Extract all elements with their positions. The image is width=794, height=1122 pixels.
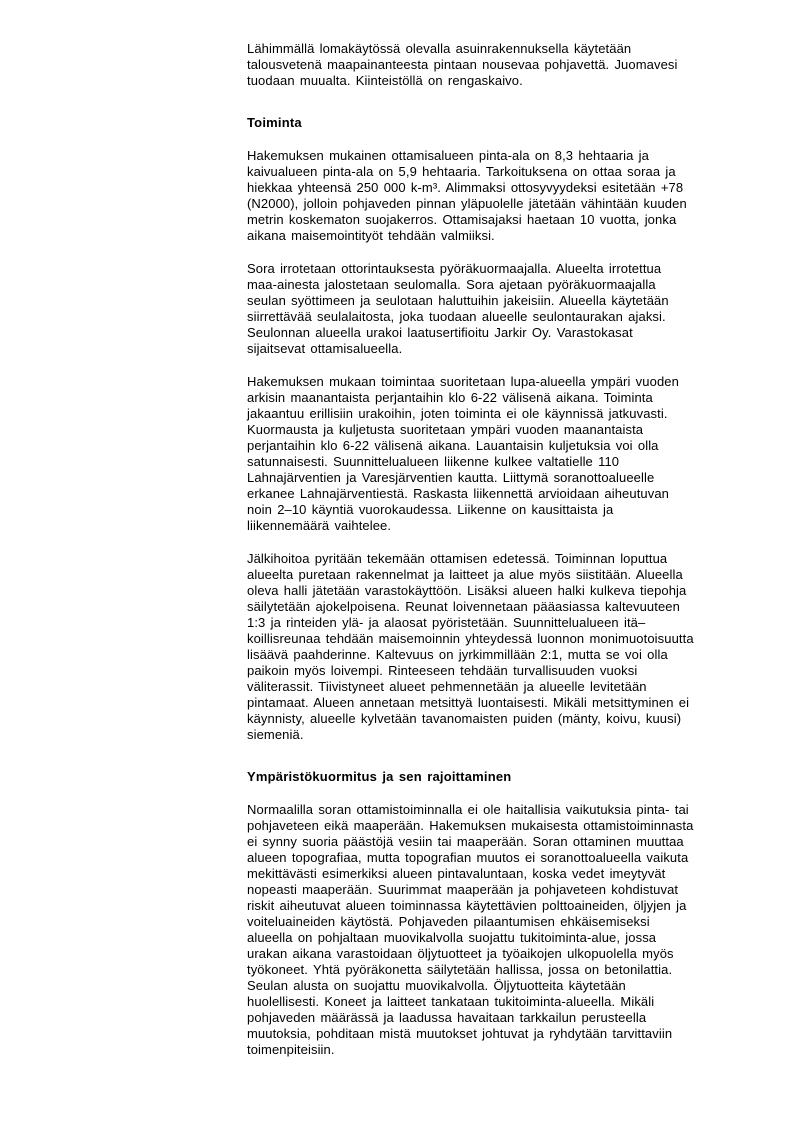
- paragraph: [247, 374, 749, 534]
- text-line: urakan aikana varastoidaan öljytuotteet ja työaikojen ulkopuolella myös: [247, 946, 674, 961]
- section-heading: Toiminta: [247, 115, 302, 130]
- text-line: työkoneet. Yhtä pyöräkonetta säilytetään hallissa, jossa on betonilattia.: [247, 962, 673, 977]
- text-line: lisäävä paahderinne. Kaltevuus on jyrkimmillään 2:1, mutta se voi olla: [247, 647, 668, 662]
- text-line: (N2000), jolloin pohjaveden pinnan yläpuolelle jätetään vähintään kuuden: [247, 196, 687, 211]
- text-line: hiekkaa yhteensä 250 000 k-m³. Alimmaksi ottosyvyydeksi esitetään +78: [247, 180, 684, 195]
- text-line: oleva halli jätetään varastokäyttöön. Lisäksi alueen halki kulkeva tiepohja: [247, 583, 687, 598]
- text-line: metrin koskematon suojakerros. Ottamisajaksi haetaan 10 vuotta, jonka: [247, 212, 677, 227]
- text-line: Lähimmällä lomakäytössä olevalla asuinrakennuksella käytetään: [247, 41, 632, 56]
- paragraph: [247, 41, 749, 89]
- text-line: siirrettävää seulalaitosta, joka tuodaan alueelle seulontaurakan ajaksi.: [247, 309, 666, 324]
- text-line: noin 2–10 käyntiä vuorokaudessa. Liikenne on kausittaista ja: [247, 502, 614, 517]
- paragraph: [247, 261, 749, 357]
- text-line: aikana maisemointityöt tehdään valmiiksi.: [247, 228, 495, 243]
- text-line: Normaalilla soran ottamistoiminnalla ei ole haitallisia vaikutuksia pinta- tai: [247, 802, 689, 817]
- text-line: Seulonnan alueella urakoi laatusertifioitu Jarkir Oy. Varastokasat: [247, 325, 633, 340]
- text-line: tuodaan muualta. Kiinteistöllä on rengaskaivo.: [247, 73, 523, 88]
- paragraph: [247, 551, 749, 743]
- text-line: ei synny suoria päästöjä vesiin tai maaperään. Soran ottaminen muuttaa: [247, 834, 684, 849]
- paragraph: [247, 802, 749, 1058]
- text-line: Sora irrotetaan ottorintauksesta pyöräkuormaajalla. Alueelta irrotettua: [247, 261, 662, 276]
- text-line: siemeniä.: [247, 727, 304, 742]
- text-line: pohjaveteen eikä maaperään. Hakemuksen mukaisesta ottamistoiminnasta: [247, 818, 694, 833]
- text-line: toimenpiteisiin.: [247, 1042, 335, 1057]
- text-line: Hakemuksen mukainen ottamisalueen pinta-ala on 8,3 hehtaaria ja: [247, 148, 649, 163]
- text-line: perjantaihin klo 6-22 välisenä aikana. Lauantaisin kuljetuksia voi olla: [247, 438, 659, 453]
- text-line: mekittävästi esimerkiksi alueen pintavaluntaan, koska vedet imeytyvät: [247, 866, 666, 881]
- text-line: arkisin maanantaista perjantaihin klo 6-22 välisenä aikana. Toiminta: [247, 390, 653, 405]
- text-line: jakaantuu erillisiin urakoihin, joten toiminta ei ole käynnissä jatkuvasti.: [247, 406, 668, 421]
- text-line: huolellisesti. Koneet ja laitteet tankataan tukitoiminta-alueella. Mikäli: [247, 994, 655, 1009]
- text-line: Hakemuksen mukaan toimintaa suoritetaan lupa-alueella ympäri vuoden: [247, 374, 679, 389]
- text-line: Kuormausta ja kuljetusta suoritetaan ympäri vuoden maanantaista: [247, 422, 644, 437]
- text-line: 1:3 ja rinteiden ylä- ja alaosat pyöristetään. Suunnittelualueen itä–: [247, 615, 646, 630]
- text-line: talousvetenä maapainanteesta pintaan nousevaa pohjavettä. Juomavesi: [247, 57, 678, 72]
- text-line: seulan syöttimeen ja seulotaan haluttuihin jakeisiin. Alueella käytetään: [247, 293, 669, 308]
- text-line: sijaitsevat ottamisalueella.: [247, 341, 403, 356]
- text-line: pintamaat. Alueen annetaan metsittyä luontaisesti. Mikäli metsittyminen ei: [247, 695, 690, 710]
- text-line: alueen topografiaa, mutta topografian muutos ei soranottoalueella vaikuta: [247, 850, 689, 865]
- text-line: alueella on pohjaltaan muovikalvolla suojattu tukitoiminta-alue, jossa: [247, 930, 657, 945]
- text-line: koillisreunaa tehdään maisemoinnin yhteydessä luonnon monimuotoisuutta: [247, 631, 694, 646]
- document-text-column: [247, 41, 749, 1075]
- text-line: liikennemäärä vaihtelee.: [247, 518, 392, 533]
- text-line: riskit aiheutuvat alueen toiminnassa käytettävien polttoaineiden, öljyjen ja: [247, 898, 687, 913]
- text-line: voiteluaineiden käytöstä. Pohjaveden pilaantumisen ehkäisemiseksi: [247, 914, 650, 929]
- text-line: käynnisty, alueelle kylvetään tavanomaisten puiden (mänty, koivu, kuusi): [247, 711, 682, 726]
- text-line: Jälkihoitoa pyritään tekemään ottamisen edetessä. Toiminnan loputtua: [247, 551, 668, 566]
- text-line: alueelta puretaan rakennelmat ja laitteet ja alue myös siistitään. Alueella: [247, 567, 683, 582]
- section-heading: Ympäristökuormitus ja sen rajoittaminen: [247, 769, 512, 784]
- text-line: Lahnajärventien ja Varesjärventien kautta. Liittymä soranottoalueelle: [247, 470, 655, 485]
- text-line: pohjaveden määrässä ja laadussa havaitaan tarkkailun perusteella: [247, 1010, 647, 1025]
- paragraph: [247, 148, 749, 244]
- text-line: erkanee Lahnajärventiestä. Raskasta liikennettä arvioidaan aiheutuvan: [247, 486, 670, 501]
- text-line: säilytetään ajokelpoisena. Reunat loivennetaan pääasiassa kaltevuuteen: [247, 599, 680, 614]
- text-line: nopeasti maaperään. Suurimmat maaperään ja pohjaveteen kohdistuvat: [247, 882, 679, 897]
- text-line: Seulan alusta on suojattu muovikalvolla. Öljytuotteita käytetään: [247, 978, 626, 993]
- text-line: maa-ainesta jalostetaan seulomalla. Sora ajetaan pyöräkuormaajalla: [247, 277, 656, 292]
- text-line: muutoksia, pohditaan mistä muutokset johtuvat ja ryhdytään tarvittaviin: [247, 1026, 673, 1041]
- text-line: väliterassit. Tiivistyneet alueet pehmennetään ja alueelle levitetään: [247, 679, 647, 694]
- text-line: paikoin myös loivempi. Rinteeseen tehdään turvallisuuden vuoksi: [247, 663, 638, 678]
- text-line: satunnaisesti. Suunnittelualueen liikenne kulkee valtatielle 110: [247, 454, 620, 469]
- text-line: kaivualueen pinta-ala on 5,9 hehtaaria. Tarkoituksena on ottaa soraa ja: [247, 164, 676, 179]
